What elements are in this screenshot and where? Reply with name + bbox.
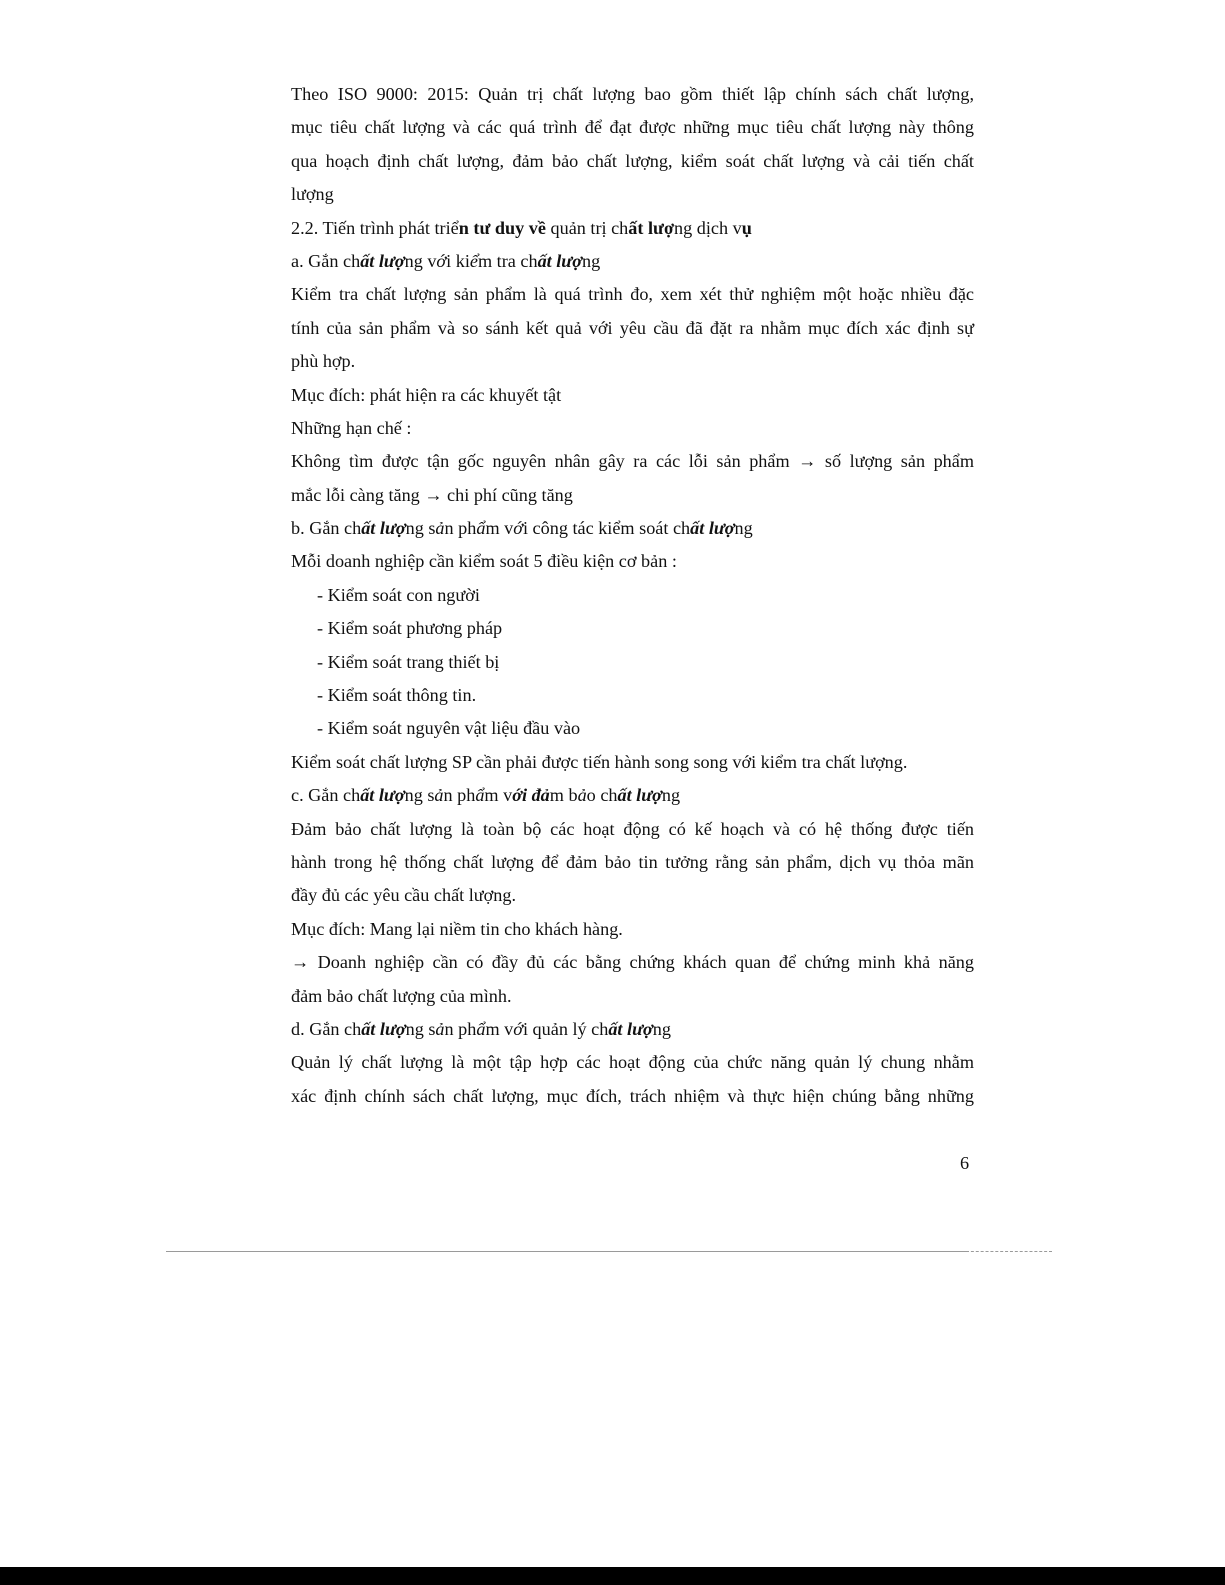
paragraph-iso-line-4: lượng (291, 184, 334, 205)
paragraph-bang-chung-line-2: đảm bảo chất lượng của mình. (291, 985, 512, 1006)
heading-d-bold-italic: ất lượ (608, 1018, 653, 1039)
heading-c-part: c. Gắn ch (291, 785, 361, 806)
paragraph-5-conditions: Mỗi doanh nghiệp cần kiểm soát 5 điều kiện cơ bản : (291, 551, 677, 572)
heading-b-bold-italic: ất lượ (361, 518, 406, 539)
heading-c-bold-italic: ới đả (512, 785, 550, 806)
heading-c-part: o ch (586, 785, 618, 806)
paragraph-dam-bao-line-3: đầy đủ các yêu cầu chất lượng. (291, 885, 516, 906)
paragraph-dam-bao-line-2: hành trong hệ thống chất lượng để đảm bảo tin tưởng rằng sản phẩm, dịch vụ thỏa mãn (291, 851, 974, 872)
heading-2-2 (291, 212, 974, 245)
heading-d-part: i quản lý ch (522, 1018, 609, 1039)
limitations-label: Những hạn chế : (291, 417, 412, 438)
paragraph-kiem-tra-line-1: Kiểm tra chất lượng sản phẩm là quá trình đo, xem xét thử nghiệm một hoặc nhiều đặc (291, 284, 974, 305)
heading-d-italic: ớ (513, 1018, 523, 1039)
heading-a (291, 245, 974, 278)
heading-2-2-bold: ụ (741, 217, 752, 238)
heading-c-part: ng (661, 785, 681, 806)
bullet-item: - Kiểm soát phương pháp (317, 618, 503, 639)
heading-a-part: ng (581, 250, 601, 271)
heading-b-part: i công tác kiểm soát ch (522, 518, 691, 539)
paragraph-han-che-line-1: Không tìm được tận gốc nguyên nhân gây ra các lỗi sản phẩm → số lượng sản phẩm (291, 451, 974, 472)
heading-a-part: a. Gắn ch (291, 250, 361, 271)
page-number: 6 (960, 1153, 970, 1173)
paragraph-iso-line-1: Theo ISO 9000: 2015: Quản trị chất lượng bao gồm thiết lập chính sách chất lượng, (291, 84, 974, 104)
heading-d-italic: ả (435, 1018, 445, 1039)
heading-a-bold-italic: ất lượ (360, 250, 405, 271)
heading-a-part: ng v (404, 250, 437, 271)
heading-b-bold-italic: ất lượ (690, 518, 735, 539)
heading-b-italic: ả (435, 518, 445, 539)
heading-d-part: ng s (405, 1018, 436, 1039)
heading-2-2-bold: n tư duy về (458, 217, 546, 238)
heading-b-part: ng s (405, 518, 436, 539)
heading-2-2-part: 2.2. Tiến trình phát triể (291, 217, 459, 238)
paragraph-kiem-tra-line-3: phù hợp. (291, 351, 356, 372)
bullet-item: - Kiểm soát nguyên vật liệu đầu vào (317, 718, 581, 739)
heading-d-part: d. Gắn ch (291, 1018, 362, 1039)
heading-d-part: ng (652, 1018, 671, 1039)
heading-d-bold-italic: ất lượ (361, 1018, 406, 1039)
heading-b (291, 512, 974, 545)
paragraph-dam-bao-line-1: Đảm bảo chất lượng là toàn bộ các hoạt động có kế hoạch và có hệ thống được tiến (291, 818, 974, 839)
heading-c-bold-italic: ất lượ (360, 785, 405, 806)
heading-2-2-part: quản trị ch (545, 217, 629, 238)
heading-c (291, 779, 974, 812)
bullet-item: - Kiểm soát thông tin. (317, 685, 477, 706)
heading-2-2-bold: ất lượ (628, 217, 675, 238)
purpose-line-1: Mục đích: phát hiện ra các khuyết tật (291, 384, 562, 405)
heading-d-part: n ph (444, 1018, 477, 1039)
paragraph-han-che-line-2: mắc lỗi càng tăng → chi phí cũng tăng (291, 484, 573, 505)
heading-c-italic: ẩ (475, 785, 485, 806)
paragraph-quan-ly-line-2: xác định chính sách chất lượng, mục đích, trách nhiệm và thực hiện chúng bằng những (291, 1085, 974, 1106)
paragraph-kiem-tra-line-2: tính của sản phẩm và so sánh kết quả với yêu cầu đã đặt ra nhằm mục đích xác định sự (291, 317, 974, 338)
bullet-item: - Kiểm soát con người (317, 584, 480, 605)
heading-d (291, 1013, 974, 1046)
heading-b-italic: ẩ (476, 518, 486, 539)
heading-d-part: m v (485, 1018, 514, 1039)
heading-b-part: b. Gắn ch (291, 518, 362, 539)
heading-c-italic: ả (577, 785, 587, 806)
heading-b-part: n ph (444, 518, 477, 539)
heading-a-italic: ể (469, 250, 478, 271)
heading-b-italic: ớ (513, 518, 523, 539)
heading-a-part: m tra ch (477, 250, 538, 271)
paragraph-quan-ly-line-1: Quản lý chất lượng là một tập hợp các hoạt động của chức năng quản lý chung nhằm (291, 1052, 974, 1073)
heading-c-part: m b (549, 785, 578, 806)
bottom-black-bar (0, 1567, 1225, 1585)
bullet-item: - Kiểm soát trang thiết bị (317, 651, 500, 672)
heading-b-part: m v (485, 518, 514, 539)
paragraph-iso-line-2: mục tiêu chất lượng và các quá trình để đạt được những mục tiêu chất lượng này thông (291, 117, 974, 138)
heading-c-italic: ả (434, 785, 444, 806)
heading-c-part: ng s (404, 785, 435, 806)
heading-a-part: i ki (446, 250, 470, 271)
page-divider-dashed (966, 1251, 1052, 1252)
heading-c-part: m v (484, 785, 513, 806)
paragraph-iso-line-3: qua hoạch định chất lượng, đảm bảo chất lượng, kiểm soát chất lượng và cải tiến chất (291, 150, 974, 171)
page-divider (166, 1251, 966, 1252)
heading-a-bold-italic: ất lượ (537, 250, 582, 271)
paragraph-bang-chung-line-1: → Doanh nghiệp cần có đầy đủ các bằng chứng khách quan để chứng minh khả năng (291, 952, 974, 973)
heading-c-bold-italic: ất lượ (617, 785, 662, 806)
heading-b-part: ng (734, 518, 753, 539)
heading-a-italic: ớ (436, 250, 447, 271)
paragraph-kiem-soat: Kiểm soát chất lượng SP cần phải được tiến hành song song với kiểm tra chất lượng. (291, 751, 908, 772)
heading-2-2-part: ng dịch v (674, 217, 742, 238)
document-page (291, 78, 974, 1113)
heading-d-italic: ẩ (476, 1018, 486, 1039)
purpose-line-2: Mục đích: Mang lại niềm tin cho khách hàng. (291, 918, 623, 939)
heading-c-part: n ph (443, 785, 476, 806)
